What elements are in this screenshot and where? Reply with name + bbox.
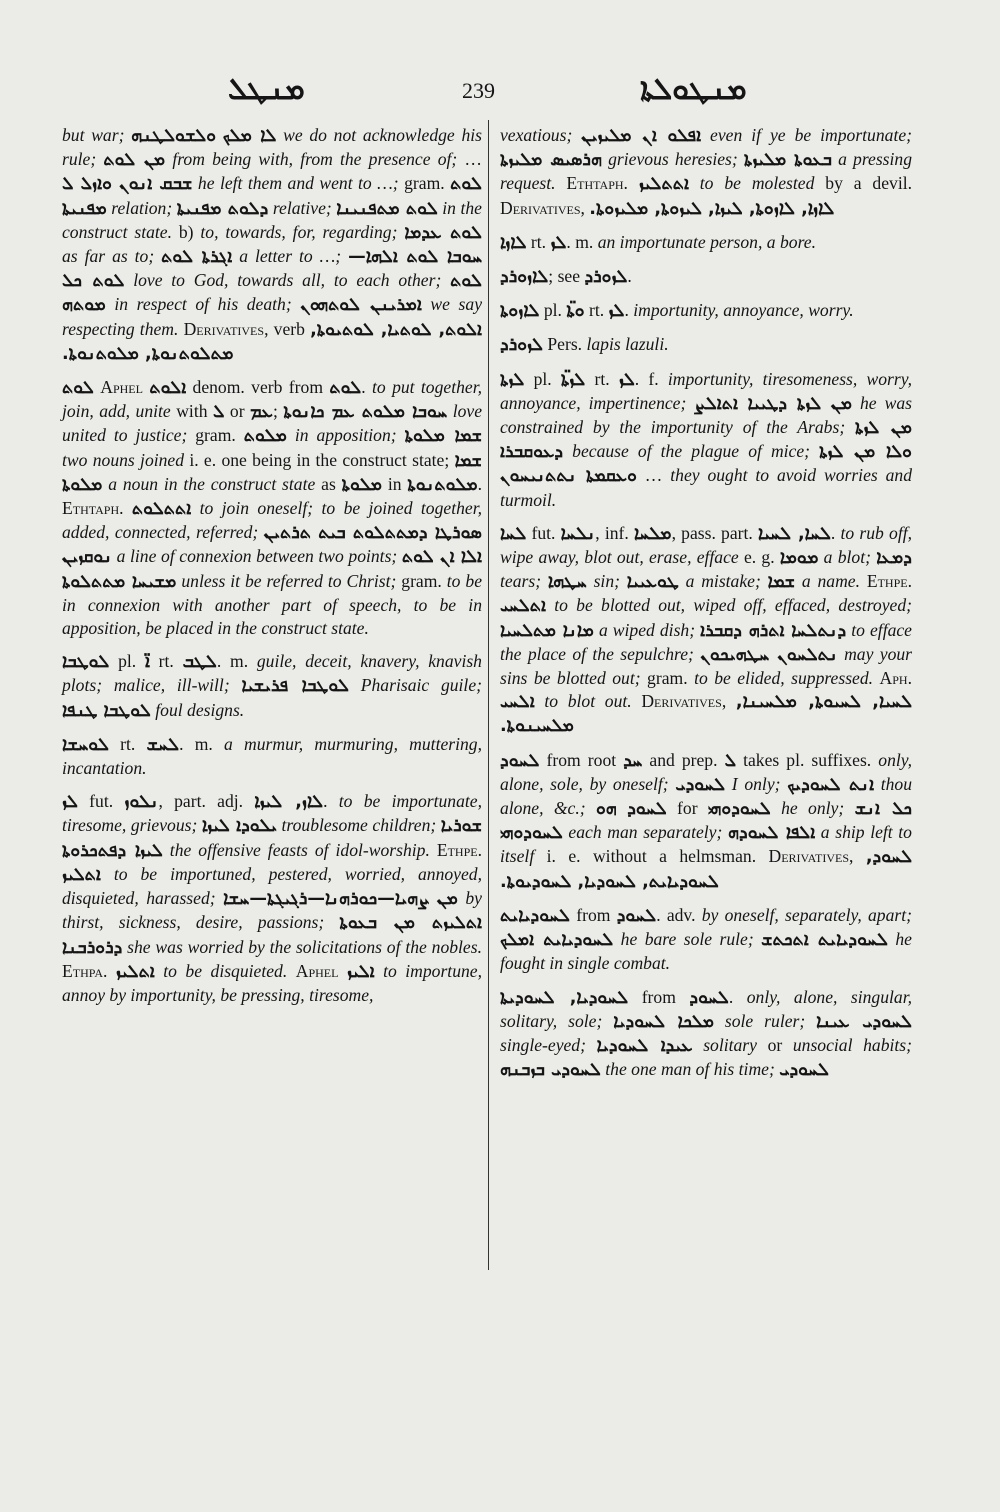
dictionary-entry: [500, 522, 912, 739]
definition-text: only, alone, singular, solitary, sole;: [500, 986, 912, 1031]
entry-text: . f.: [634, 368, 668, 389]
definition-text: thou alone, &c.;: [500, 773, 912, 819]
syriac-text: ܗܘ: [595, 799, 617, 820]
syriac-text: ܠܘܬ ܥܕܡܐ: [404, 222, 482, 243]
definition-text: in the construct state.: [62, 197, 482, 242]
syriac-text: ܐܬܠܝܙ: [115, 961, 155, 982]
definition-text: a letter to …;: [232, 246, 349, 267]
definition-text: the one man of his time;: [600, 1059, 780, 1080]
dictionary-entry: [500, 299, 912, 323]
syriac-text: ܠܙ: [608, 301, 625, 322]
grammar-label: Derivatives: [500, 197, 581, 218]
syriac-text: ܠܘܛܒܐ: [62, 652, 110, 673]
entry-text: .: [627, 266, 632, 287]
syriac-text: ܠܐܙ, ܠܝܙܐ: [254, 792, 324, 813]
syriac-text: ܠܚܘܕܝܐܝܬ ܐܬܟܬܫ: [761, 930, 888, 951]
dictionary-entry: [62, 733, 482, 780]
dictionary-entry: [500, 986, 912, 1083]
syriac-text: ܠ: [724, 750, 737, 771]
definition-text: but war;: [62, 125, 132, 145]
syriac-text: ܐܦܠܘ ܐܢ ܡܠܝܙܝܢ: [581, 126, 702, 146]
entry-text: ;: [272, 401, 284, 422]
entry-text: , verb: [264, 318, 311, 339]
syriac-text: ܠܚܐ, ܠܚܝܐ: [758, 523, 831, 544]
definition-text: may your sins be blotted out;: [500, 643, 913, 689]
grammar-label: Aphel: [295, 960, 339, 981]
dictionary-entry: [500, 749, 912, 894]
syriac-text: ܠܘܬ ܡܘܬܗ: [62, 271, 482, 316]
syriac-text: ܠܚܘܕ: [689, 987, 729, 1008]
entry-text: b): [178, 221, 201, 242]
syriac-text: ܠܘܬ ܡܬܦܢܝܢܐ: [336, 198, 438, 219]
dictionary-entry: [62, 650, 482, 723]
definition-text: guile, deceit, knavery, knavish plots; malice, ill-will;: [62, 651, 482, 696]
syriac-text: ܡܢ ܠܘܬ: [103, 150, 166, 171]
definition-text: to be in connexion with another part of speech, to be in apposition, be placed in the construct state.: [62, 570, 482, 639]
definition-text: to, towards, for, regarding;: [200, 221, 405, 242]
syriac-text: ܢܠܘܙ: [124, 792, 159, 813]
definition-text: to be elided, suppressed.: [694, 668, 880, 689]
entry-text: pl.: [524, 368, 561, 389]
syriac-text: ܠܚܘܕܝܐ, ܠܚܘܕܝܬܐ: [500, 987, 629, 1008]
entry-text: [338, 961, 347, 981]
syriac-text: ܫܡܐ ܡܠܘܬܐ: [404, 426, 482, 447]
grammar-label: Ethpa: [62, 960, 103, 981]
definition-text: tears;: [500, 571, 548, 592]
dictionary-entry: [62, 790, 482, 1007]
entry-text: ,: [849, 846, 866, 867]
syriac-text: ܡܠܘܬܢܘܬܐ: [407, 474, 478, 495]
definition-text: importunity, annoyance, worry.: [633, 300, 854, 321]
definition-text: unless it be referred to Christ;: [176, 570, 402, 591]
syriac-text: ܠܛܒ: [182, 652, 217, 673]
definition-text: we do not acknowledge his rule;: [62, 125, 482, 170]
definition-text: single-eyed;: [500, 1034, 597, 1055]
entry-text: or: [767, 1034, 793, 1055]
syriac-text: ܚܕ: [623, 750, 643, 771]
grammar-label: Derivatives: [641, 691, 722, 712]
syriac-text: ܝܠܘܕܐ ܠܝܙܐ: [201, 816, 277, 837]
entry-text: rt.: [584, 300, 609, 321]
definition-text: a noun in the construct state: [102, 473, 322, 494]
definition-text: to be molested: [688, 173, 826, 194]
syriac-text: ܘܠܫܘܠܛܢܗ: [131, 126, 217, 146]
definition-text: love to God, towards all, to each other;: [124, 270, 451, 291]
entry-text: from: [628, 986, 690, 1007]
entry-text: from root: [539, 749, 624, 770]
entry-text: .: [907, 668, 912, 689]
syriac-text: ܐܬܬܠܝܙ: [638, 174, 689, 195]
syriac-text: ܠܘܬ: [329, 378, 362, 399]
syriac-text: ܣܘܪܛܐ ܕܡܬܬܠܘܬ ܒܝܬ ܬܪܬܝܢ ܢܘܩܙܝܢ: [62, 523, 482, 568]
entry-text: rt.: [585, 368, 619, 389]
definition-text: by thirst, sickness, desire, passions;: [62, 888, 482, 933]
entry-text: and prep.: [642, 749, 725, 770]
definition-text: to be disquieted.: [154, 960, 296, 981]
entry-text: …: [636, 465, 671, 486]
entry-text: ,: [721, 691, 736, 712]
entry-text: .: [623, 173, 639, 194]
entry-text: .: [323, 791, 339, 812]
entry-text: . adv.: [656, 904, 702, 925]
definition-text: I only;: [725, 773, 788, 794]
definition-text: troublesome children;: [276, 815, 441, 836]
definition-text: vexatious;: [500, 125, 582, 145]
definition-text: he bare sole rule;: [613, 929, 762, 950]
syriac-text: ܫܡܐ: [767, 572, 796, 593]
syriac-text: ܠܙܬܐ̈: [560, 369, 586, 390]
definition-text: a line of connexion between two points;: [112, 546, 402, 567]
syriac-text: ܢܠܚܐ: [560, 523, 596, 544]
entry-text: . m.: [566, 231, 598, 252]
syriac-text: ܟܠ ܐܢܫ ܠܚܘܕܘܗܝ: [500, 799, 913, 844]
grammar-label: Ethtaph: [566, 173, 624, 194]
entry-text: [693, 1035, 704, 1055]
definition-text: he left them and went to …;: [192, 173, 405, 194]
syriac-text: ܠܚܘܕ, ܠܚܘܕܝܐܝܬ, ܠܚܘܕܝܐ, ܠܚܘܕܝܘܬܐ.: [500, 847, 913, 892]
definition-text: we say respecting them.: [62, 294, 483, 339]
syriac-text: ܠܘܛܒܐ ܛܢܦܐ: [62, 700, 151, 721]
syriac-text: ܐܡܪܝܢܢ ܠܘܬܗܘܢ: [300, 295, 422, 316]
entry-text: rt.: [526, 231, 551, 252]
entry-text: by a devil.: [825, 173, 913, 194]
syriac-text: ܘܠܐ ܡܢ ܠܙܬܐ ܘܥܩܡܬܐ ܢܬܬܢܝܚܘܢ: [500, 442, 912, 487]
column-divider: [488, 120, 489, 1270]
syriac-text: ܐܠܦܐ ܠܚܘܕܗ: [727, 823, 816, 844]
right-column: [500, 124, 912, 1092]
entry-text: .: [102, 960, 116, 981]
definition-text: she was worried by the solicitations of the nobles.: [122, 936, 482, 957]
definition-text: a wiped dish;: [593, 619, 701, 640]
grammar-label: Derivatives: [183, 318, 265, 339]
definition-text: a mistake;: [678, 571, 768, 592]
entry-text: denom. verb from: [186, 377, 330, 398]
syriac-text: ܠܚܘܕܝ: [779, 1060, 829, 1081]
grammar-label: Ethtaph: [62, 498, 120, 519]
syriac-text: ܐܠܘܬ: [149, 378, 187, 399]
syriac-text: ܗܪܣܝܣ ܡܠܝܙܬܐ: [500, 150, 602, 171]
syriac-text: ܐܠܘܬ, ܠܘܬܝܐ, ܠܘܬܝܘܬܐ, ܡܬܠܘܬܢܘܬܐ, ܡܠܘܬܢܘܬܐ.: [62, 319, 482, 364]
entry-text: gram.: [195, 425, 244, 446]
entry-text: [617, 798, 627, 818]
definition-text: even if ye be importunate;: [701, 125, 913, 145]
definition-text: two nouns joined: [62, 449, 190, 470]
definition-text: to be importuned, pestered, worried, annoyed, disquieted, harassed;: [62, 863, 482, 909]
definition-text: they ought to avoid worries and turmoil.: [500, 465, 912, 510]
definition-text: as far as to;: [62, 246, 162, 267]
definition-text: each man separately;: [562, 822, 728, 843]
entry-text: .: [728, 986, 747, 1007]
syriac-text: ܐܬܠܚܝ: [500, 596, 546, 617]
definition-text: lapis lazuli.: [586, 334, 669, 355]
syriac-text: ܠܘܚܫܐ: [62, 734, 109, 755]
entry-text: [216, 125, 223, 145]
syriac-text: ܐܢܬ ܠܚܘܕܝܟ: [787, 774, 875, 795]
entry-text: takes pl. suffixes.: [736, 749, 879, 770]
definition-text: a murmur, murmuring, muttering, incantation.: [62, 733, 482, 779]
syriac-text: ܛܘܥܝܝܐ: [626, 572, 679, 593]
syriac-text: ܐܠܐ ܐܢ ܠܘܬ ܡܫܝܚܐ ܡܬܬܠܘܬܐ: [62, 547, 482, 592]
definition-text: to join oneself; to be joined together, added, connected, referred;: [62, 498, 483, 543]
syriac-text: ܠܚܘܕܝ ܥܝܢܐ: [816, 1011, 912, 1032]
definition-text: a ship left to itself: [500, 822, 912, 867]
definition-text: he was constrained by the importunity of the Arabs;: [500, 392, 912, 438]
syriac-text: ܐܠܚܝ: [500, 692, 535, 713]
entry-text: pl.: [539, 300, 567, 321]
syriac-text: ܫܡܐ ܡܠܘܬܐ: [62, 450, 482, 495]
syriac-text: ܐܬܬܠܘܬ: [131, 499, 192, 520]
grammar-label: Derivatives: [768, 846, 850, 867]
syriac-text: ܠܙ: [618, 369, 635, 390]
entry-text: gram.: [401, 570, 447, 591]
entry-text: .: [361, 377, 373, 398]
syriac-text: ܐܓܪܬܐ ܠܘܬ: [161, 247, 233, 268]
syriac-text: ܡܠܘܬܐ: [341, 474, 383, 495]
definition-text: an importunate person, a bore.: [597, 231, 816, 252]
dictionary-entry: [62, 376, 482, 640]
entry-text: .: [119, 498, 132, 519]
running-head-left: ܡܢܛܠ: [228, 72, 305, 107]
entry-text: .: [477, 839, 483, 860]
definition-text: love united to justice;: [62, 401, 483, 446]
dictionary-entry: [62, 124, 482, 366]
definition-text: sole ruler;: [713, 1010, 817, 1031]
syriac-text: ܠ: [213, 402, 225, 423]
definition-text: by oneself, separately, apart;: [701, 904, 912, 925]
syriac-text: ܡܠܘܬ: [243, 426, 287, 447]
entry-text: .: [830, 522, 841, 543]
entry-text: for: [666, 798, 708, 819]
entry-text: in: [382, 473, 408, 494]
running-head-right: ܡܢܛܘܠܬܐ: [640, 72, 747, 107]
syriac-text: ܠܘܬ ܡܦܢܝܬܐ: [62, 174, 482, 219]
dictionary-entry: [500, 231, 912, 255]
syriac-text: ܡܢ ܠܙܬܐ ܕܛܝܝܐ ܐܬܐܠܨ: [694, 393, 852, 414]
entry-text: gram.: [647, 668, 695, 689]
entry-text: . m.: [179, 733, 225, 754]
dictionary-entry: [500, 333, 912, 357]
syriac-text: ܠܚܘܕ: [616, 905, 657, 926]
definition-text: solitary: [703, 1034, 768, 1055]
dictionary-entry: [500, 904, 912, 976]
syriac-text: ܡܠܚܐ: [633, 523, 672, 544]
syriac-text: ܠܐܙܐ, ܠܐܙܘܬܐ, ܠܝܙܐ, ܠܝܙܘܬܐ, ܡܠܝܙܘܬܐ.: [589, 198, 835, 219]
definition-text: he only;: [770, 798, 855, 819]
entry-text: , inf.: [595, 522, 634, 543]
syriac-text: ܘܬܐ̈: [566, 301, 585, 322]
entry-text: e. g.: [743, 547, 780, 568]
entry-text: .: [907, 571, 912, 592]
definition-text: to put together, join, add, unite: [62, 377, 482, 422]
syriac-text: ܠܚܝܐ, ܠܚܝܘܬܐ, ܡܠܚܝܢܐ, ܡܠܚܝܢܘܬܐ.: [500, 692, 913, 737]
entry-text: fut.: [77, 791, 125, 812]
entry-text: . m.: [216, 651, 257, 672]
syriac-text: ܠܘܛܒܐ ܦܪܝܫܝܐ: [241, 676, 349, 697]
definition-text: from being with, from the presence of;: [165, 149, 465, 170]
syriac-text: ܡܘܡܐ: [779, 548, 819, 569]
entry-text: i. e. without a helmsman.: [546, 846, 769, 867]
syriac-text: ܠܚܐ: [500, 523, 527, 544]
definition-text: relative;: [268, 197, 337, 218]
grammar-label: Aph: [879, 668, 908, 689]
syriac-text: ܠܘܬ: [62, 378, 94, 399]
syriac-text: ܐܬܠܝܙ: [62, 864, 101, 885]
left-column: [62, 124, 482, 1017]
grammar-label: Ethpe: [866, 571, 908, 592]
entry-text: ; see: [548, 266, 585, 287]
syriac-text: ܕܡܥܐ: [876, 548, 912, 569]
definition-text: to be blotted out, wiped off, effaced, destroyed;: [545, 595, 912, 616]
syriac-text: ܡܐܢܐ ܡܬܠܚܝܐ: [500, 620, 594, 641]
syriac-text: ܕܠܘܬ ܡܦܢܝܬܐ: [176, 198, 269, 219]
entry-text: from: [570, 904, 617, 925]
entry-text: rt.: [149, 651, 183, 672]
syriac-text: ܡܢ ܨܗܝܐ—ܟܘܪܗܢܐ—ܪܓܝܓܬܐ—ܚܫܐ: [223, 889, 458, 910]
grammar-label: Aphel: [100, 377, 143, 398]
definition-text: in apposition;: [286, 425, 405, 446]
syriac-text: ܐ̈: [144, 652, 150, 673]
definition-text: the offensive feasts of idol-worship.: [162, 839, 437, 860]
syriac-text: ܥܡ: [250, 402, 273, 423]
entry-text: , pass. part.: [671, 522, 759, 543]
entry-text: rt.: [108, 733, 147, 754]
syriac-text: ܫܘܪܝܐ ܠܝܙܐ ܕܦܬܟܪܘܬܐ: [62, 816, 482, 861]
entry-text: ,: [580, 197, 590, 218]
syriac-text: ܠܐܙܘܪܕ: [500, 267, 549, 288]
syriac-text: ܠܚܘܕܘܗܝ: [707, 799, 771, 820]
definition-text: to rub off, wipe away, blot out, erase, efface: [500, 522, 913, 568]
entry-text: .: [624, 300, 634, 321]
definition-text: to blot out.: [534, 691, 642, 712]
definition-text: only, alone, sole, by oneself;: [500, 749, 912, 794]
definition-text: foul designs.: [150, 699, 245, 720]
entry-text: with: [176, 401, 213, 422]
grammar-label: Ethpe: [436, 839, 478, 860]
running-head: [0, 72, 1000, 112]
entry-text: Pers.: [542, 334, 587, 355]
definition-text: he fought in single combat.: [500, 929, 912, 974]
syriac-text: ܠܚܘܕܝ: [675, 774, 726, 795]
entry-text: gram.: [404, 173, 451, 194]
syriac-text: ܠܙܘܪܕ: [500, 335, 543, 356]
syriac-text: ܠܐ ܡܠܟ: [222, 126, 277, 146]
entry-text: , part. adj.: [158, 791, 255, 812]
definition-text: to be importunate, tiresome, grievous;: [62, 791, 482, 836]
entry-text: as: [321, 473, 342, 494]
definition-text: relation;: [106, 197, 177, 218]
syriac-text: ܠܐܙܐ: [500, 232, 527, 253]
syriac-text: ܠܐܙܘܬܐ: [500, 301, 540, 322]
entry-text: or: [224, 401, 251, 422]
syriac-text: ܠܚܘܕ: [627, 799, 667, 820]
definition-text: a pressing request.: [500, 149, 913, 194]
syriac-text: ܥܝܕܐ ܠܚܘܕܝܐ: [596, 1035, 693, 1056]
definition-text: Pharisaic guile;: [349, 675, 482, 696]
definition-text: a blot;: [818, 547, 877, 568]
definition-text: to importune, annoy by importunity, be pressing, tiresome,: [62, 960, 482, 1005]
entry-text: fut.: [526, 522, 561, 543]
page-number: 239: [462, 78, 495, 103]
syriac-text: ܐܠܝܙ: [346, 961, 375, 982]
syriac-text: ܚܛܗܐ: [547, 572, 587, 593]
syriac-text: ܠܚܘܕܝ ܒܙܒܢܗ: [500, 1060, 601, 1081]
syriac-text: ܕܢܬܠܚܐ ܐܬܪܗ ܕܩܒܪܐ: [700, 620, 847, 641]
entry-text: …: [464, 149, 482, 170]
syriac-text: ܠܚܘܕܝܐܝܬ ܐܡܠܟ: [500, 930, 614, 951]
syriac-text: ܠܙ: [62, 792, 78, 813]
dictionary-entry: [500, 368, 912, 512]
definition-text: in respect of his death;: [105, 294, 301, 315]
definition-text: unsocial habits;: [792, 1034, 912, 1055]
syriac-text: ܒܥܘܬܐ ܡܠܝܙܬܐ: [743, 150, 832, 171]
syriac-text: ܢܬܠܚܘܢ ܚܛܗܝܟܘܢ: [700, 644, 838, 665]
dictionary-entry: [500, 265, 912, 289]
definition-text: to efface the place of the sepulchre;: [500, 619, 912, 664]
syriac-text: ܠܚܫ: [146, 734, 180, 755]
syriac-text: ܠܚܘܕ: [500, 750, 540, 771]
syriac-text: ܡܠܟܐ ܠܚܘܕܝܐ: [613, 1011, 714, 1032]
syriac-text: ܠܙ: [550, 232, 567, 253]
entry-text: .: [477, 473, 482, 494]
definition-text: importunity, tiresomeness, worry, annoyance, impertinence;: [500, 368, 912, 413]
syriac-text: ܚܘܒܐ ܡܠܘܬ ܥܡ ܟܐܢܘܬܐ: [283, 402, 448, 423]
syriac-text: ܚܘܒܐ ܠܘܬ ܐܠܗܐ—ܠܘܬ ܟܠ: [62, 247, 483, 292]
definition-text: sin;: [586, 571, 627, 592]
definition-text: grievous heresies;: [601, 149, 744, 170]
definition-text: because of the plague of mice;: [563, 441, 820, 462]
entry-text: i. e. one being in the construct state;: [189, 449, 455, 470]
definition-text: a name.: [795, 571, 867, 592]
syriac-text: ܫܒܩ ܐܢܘܢ ܘܐܙܠ ܠ: [62, 174, 193, 195]
syriac-text: ܠܚܘܕܝܐܝܬ: [500, 905, 571, 926]
entry-text: pl.: [109, 651, 145, 672]
syriac-text: ܠܙܬܐ: [500, 369, 525, 390]
syriac-text: ܡܢ ܠܙܬܐ ܕܥܘܩܒܪܐ: [500, 418, 912, 463]
dictionary-entry: [500, 124, 912, 221]
syriac-text: ܠܙܘܪܕ: [584, 267, 628, 288]
syriac-text: ܐܬܠܝܙܬ ܡܢ ܒܥܘܬܐ ܕܪܘܪܒܢܐ: [62, 913, 482, 958]
